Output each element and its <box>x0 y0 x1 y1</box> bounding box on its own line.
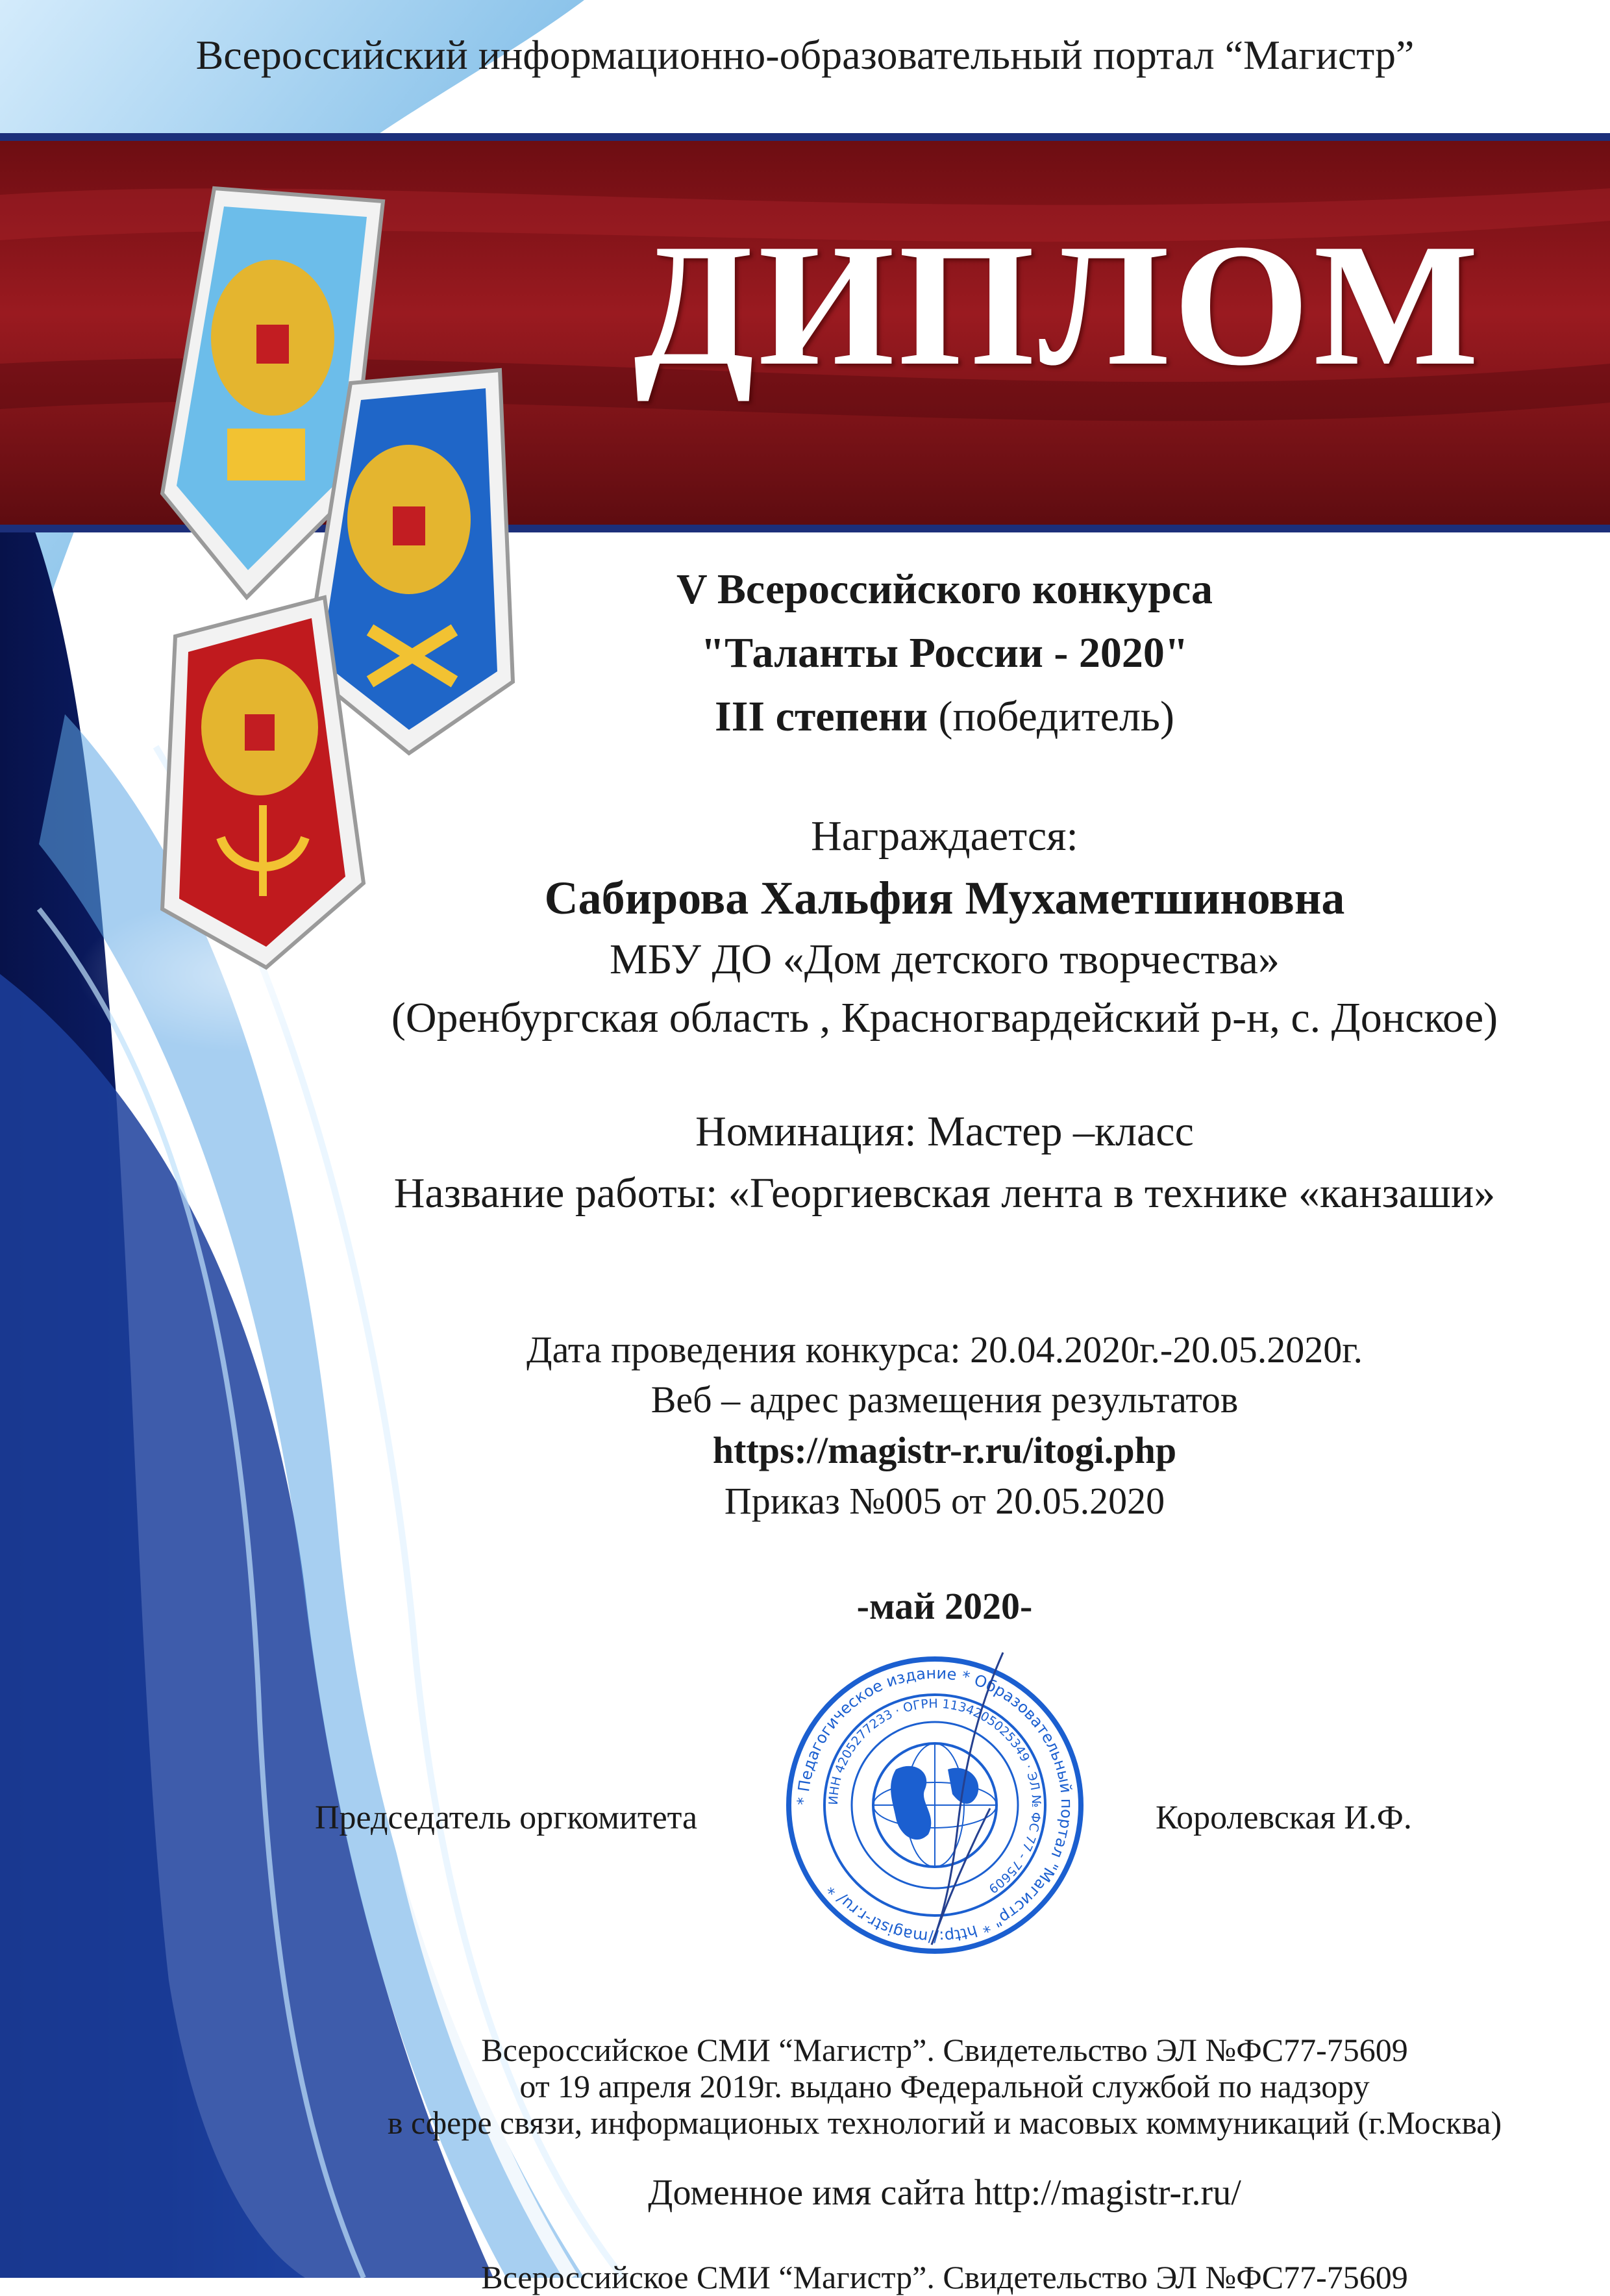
diploma-title: ДИПЛОМ <box>634 208 1483 402</box>
results-label: Веб – адрес размещения результатов <box>650 1379 1239 1421</box>
awarded-label: Награждается: <box>811 812 1078 860</box>
portal-header: Всероссийский информационно-образовательный портал “Магистр” <box>195 32 1415 78</box>
globe-icon <box>873 1743 997 1867</box>
contest-dates: Дата проведения конкурса: 20.04.2020г.-20.05.2020г. <box>526 1329 1363 1371</box>
degree: III степени <box>715 693 928 740</box>
results-url: https://magistr-r.ru/itogi.php <box>712 1429 1177 1471</box>
footer-media-line-1: Всероссийское СМИ “Магистр”. Свидетельство ЭЛ №ФС77-75609 <box>481 2032 1408 2068</box>
contest-line-2: "Таланты России - 2020" <box>700 629 1189 677</box>
awardee-location: (Оренбургская область , Красногвардейский р-н, с. Донское) <box>391 994 1498 1042</box>
degree-line <box>279 692 1610 742</box>
signature-role: Председатель оргкомитета <box>315 1799 698 1836</box>
signature-name: Королевская И.Ф. <box>1156 1799 1412 1836</box>
work-title: Название работы: «Георгиевская лента в технике «канзаши» <box>393 1169 1496 1217</box>
official-seal <box>782 1640 1087 1964</box>
seal-inner-text: ИНН 4205277233 · ОГРН 1134205025349 · ЭЛ № ФС 77 - 75609 <box>826 1696 1044 1896</box>
month-year: -май 2020- <box>856 1585 1033 1627</box>
footer-domain: Доменное имя сайта http://magistr-r.ru/ <box>648 2173 1241 2213</box>
contest-line-1: V Всероссийского конкурса <box>676 566 1213 613</box>
nomination: Номинация: Мастер –класс <box>695 1108 1194 1155</box>
order-number: Приказ №005 от 20.05.2020 <box>724 1480 1165 1522</box>
awardee-organization: МБУ ДО «Дом детского творчества» <box>610 936 1280 983</box>
awardee-name: Сабирова Хальфия Мухаметшиновна <box>544 872 1345 924</box>
footer-media-line-3: в сфере связи, информационых технологий и масовых коммуникаций (г.Москва) <box>387 2104 1502 2141</box>
footer-media-line-2: от 19 апреля 2019г. выдано Федеральной службой по надзору <box>519 2068 1370 2104</box>
degree-suffix: (победитель) <box>938 693 1174 740</box>
seal-outer-text: * Педагогическое издание * Образовательный портал "Магистр" * http://magistr-r.ru/ * <box>793 1664 1076 1947</box>
footer-cutoff-line: Всероссийское СМИ “Магистр”. Свидетельство ЭЛ №ФС77-75609 <box>481 2259 1408 2295</box>
